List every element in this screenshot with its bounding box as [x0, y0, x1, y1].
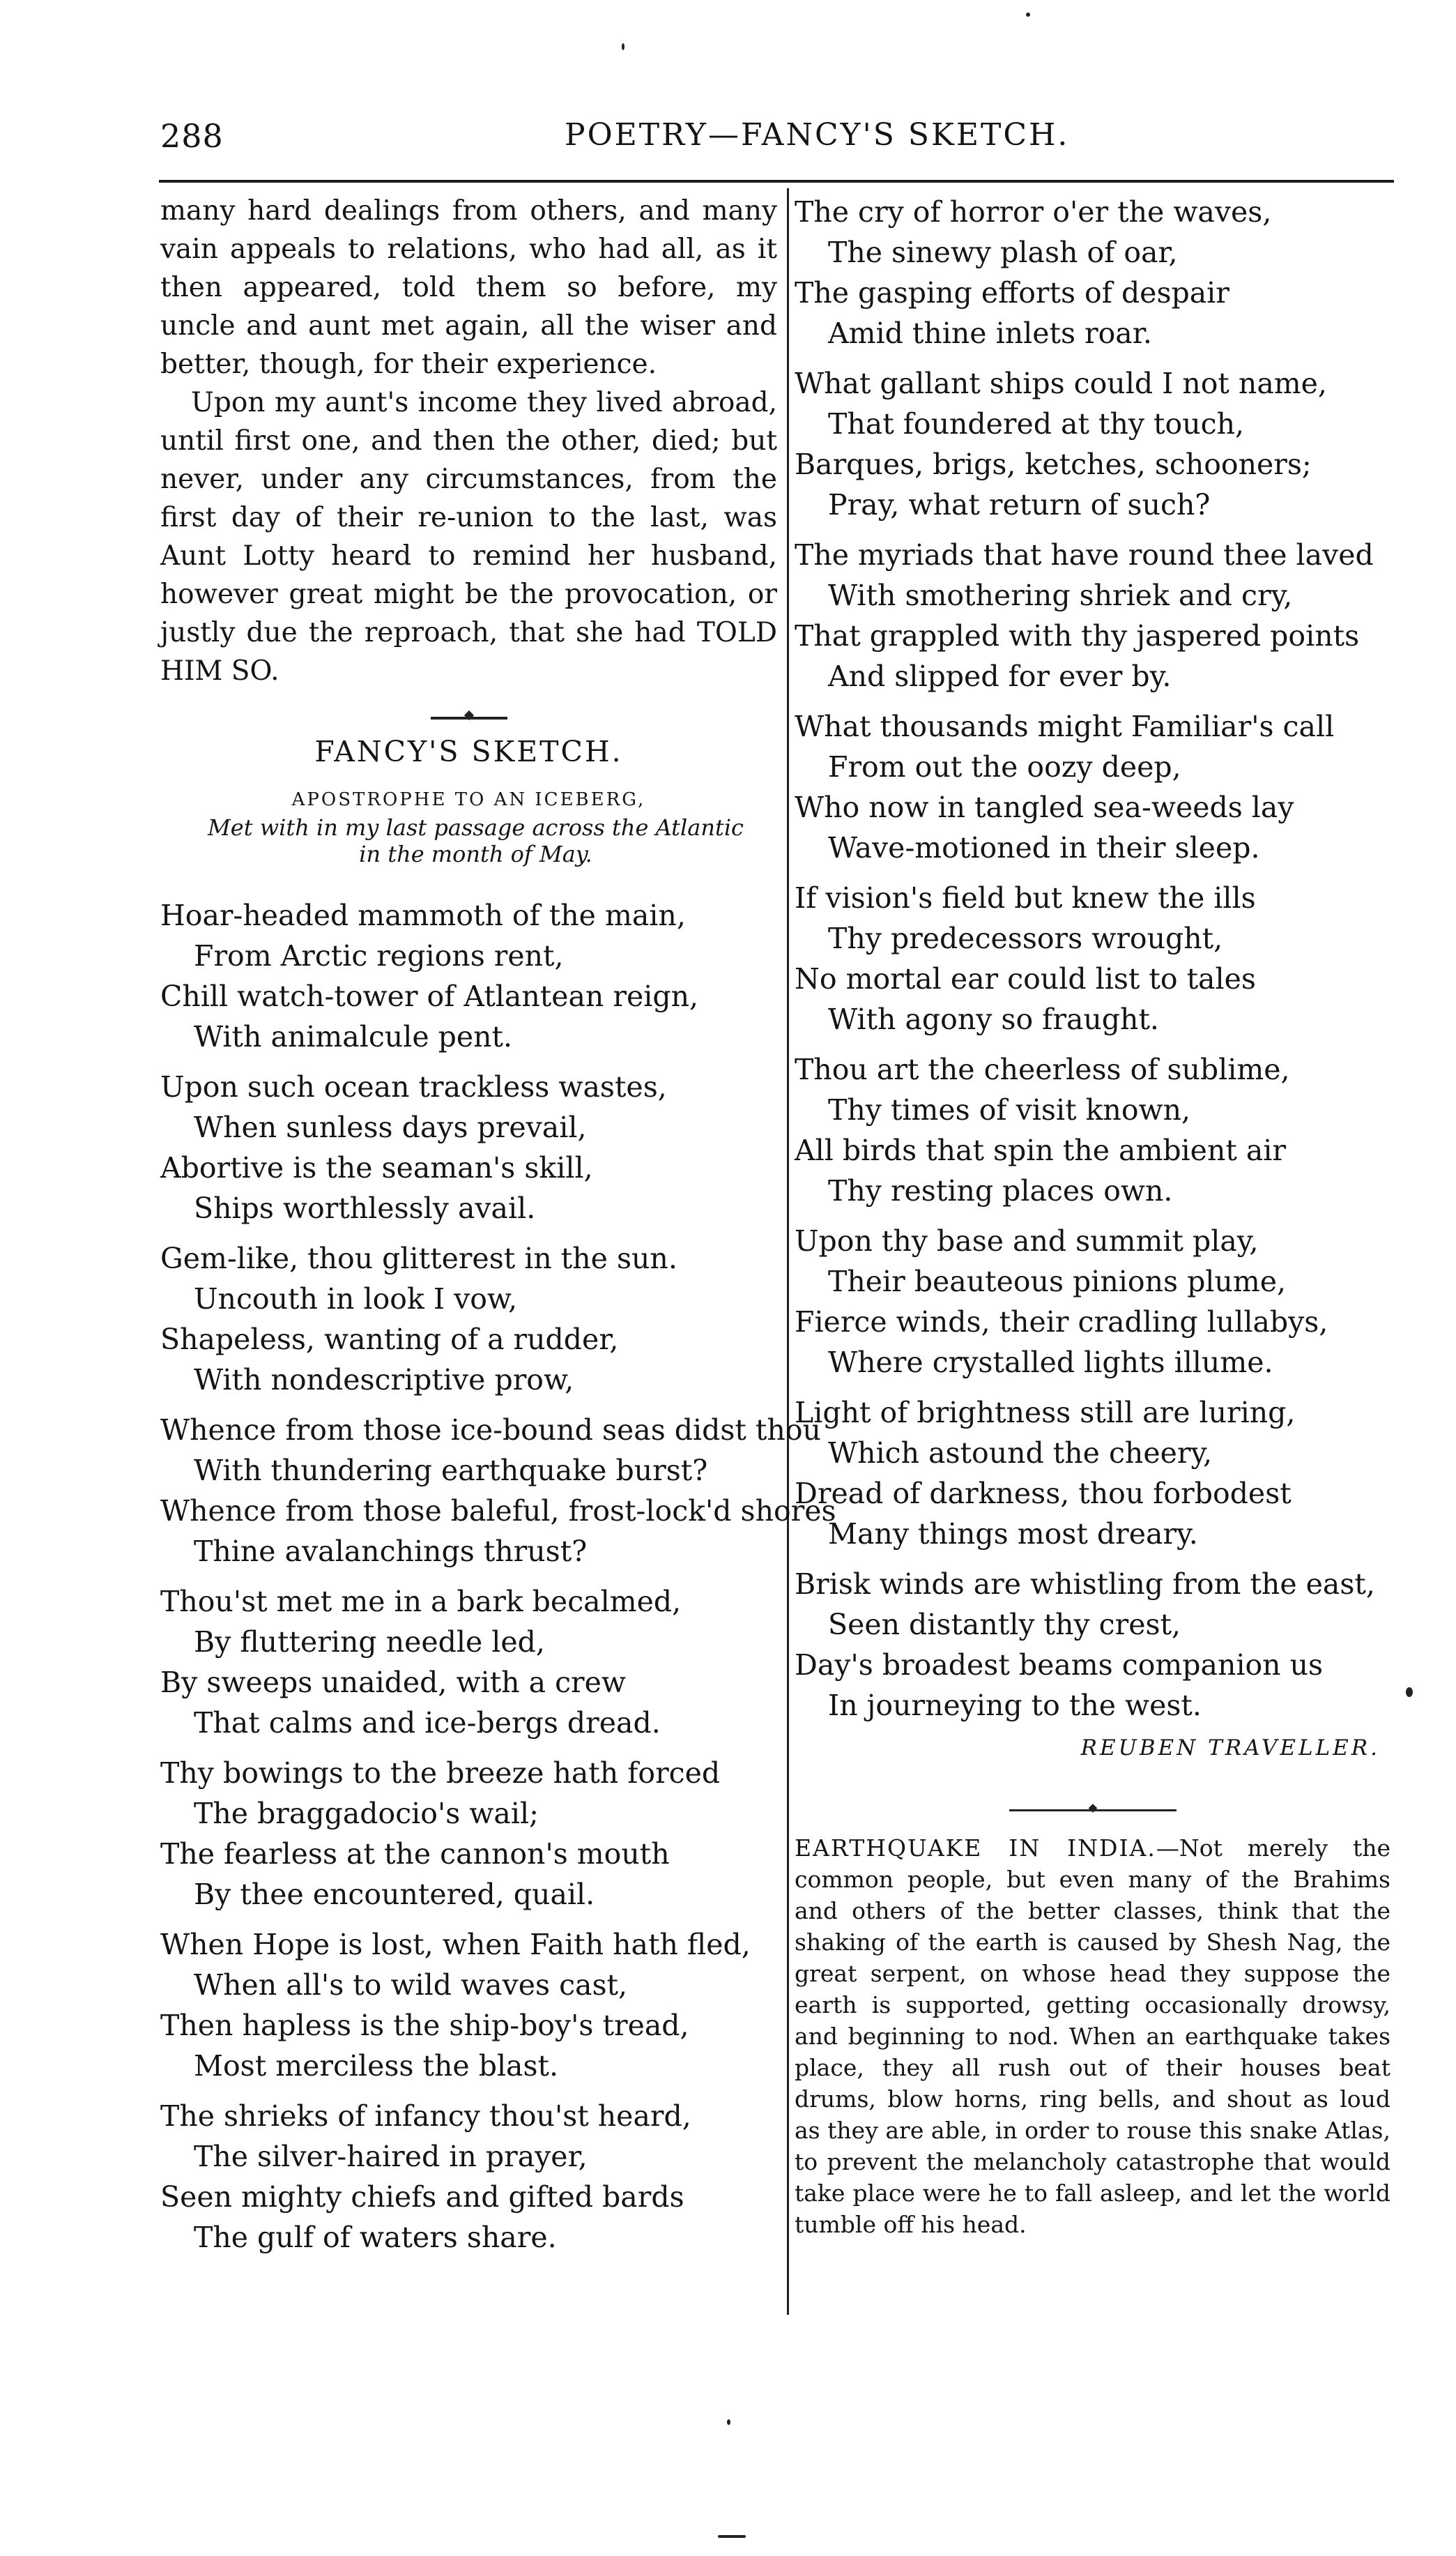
- poem-line: The gasping efforts of despair: [795, 276, 1229, 310]
- page-number: 288: [160, 117, 224, 155]
- poem-line: The gulf of waters share.: [194, 2221, 557, 2254]
- poem-stanza: [795, 535, 1390, 697]
- poem-line: Seen distantly thy crest,: [828, 1608, 1181, 1641]
- poem-line: Upon such ocean trackless wastes,: [160, 1070, 667, 1104]
- poem-line: That foundered at thy touch,: [828, 407, 1245, 441]
- scan-speck: [727, 2419, 730, 2425]
- poem-line: Day's broadest beams companion us: [795, 1648, 1324, 1682]
- poem-stanza: [795, 1564, 1390, 1726]
- scan-speck: [1026, 13, 1030, 17]
- poem-stanza: [795, 706, 1390, 868]
- poem-line: The sinewy plash of oar,: [828, 236, 1178, 269]
- poem-line: The shrieks of infancy thou'st heard,: [160, 2099, 691, 2133]
- poem-line: Shapeless, wanting of a rudder,: [160, 1323, 619, 1356]
- poem-stanzas-right: [795, 192, 1390, 1726]
- poem-line: What gallant ships could I not name,: [795, 367, 1327, 400]
- poem-line: Seen mighty chiefs and gifted bards: [160, 2180, 684, 2214]
- header-rule: [159, 180, 1394, 183]
- poem-stanza: [795, 363, 1390, 525]
- poem-line: The silver-haired in prayer,: [194, 2140, 588, 2173]
- note-lead: EARTHQUAKE IN INDIA.: [795, 1834, 1156, 1862]
- poem-line: What thousands might Familiar's call: [795, 710, 1335, 743]
- poem-line: Thy bowings to the breeze hath forced: [160, 1756, 721, 1790]
- poem-line: Barques, brigs, ketches, schooners;: [795, 448, 1312, 481]
- note-body: —Not merely the common people, but even many of the Brahims and others of the better classes, think that the shaking of the earth is caused by Shesh Nag, the great serpent, on whose head they suppose the earth is supported, getting occasionally drowsy, and beginning to nod. When an earthquake takes place, they all rush out of their houses beat drums, blow horns, ring bells, and shout as loud as they are able, in order to rouse this snake Atlas, to prevent the melancholy catastrophe that would take place were he to fall asleep, and let the world tumble off his head.: [795, 1834, 1390, 2238]
- poem-line: Most merciless the blast.: [194, 2049, 559, 2083]
- poem-line: Hoar-headed mammoth of the main,: [160, 899, 686, 932]
- poem-line: When sunless days prevail,: [194, 1111, 587, 1144]
- poem-line: Gem-like, thou glitterest in the sun.: [160, 1242, 677, 1275]
- scan-speck: [718, 2535, 746, 2538]
- poem-line: Thy times of visit known,: [828, 1093, 1191, 1127]
- poem-line: The cry of horror o'er the waves,: [795, 195, 1272, 229]
- poem-line: All birds that spin the ambient air: [795, 1134, 1287, 1167]
- ornamental-rule: [431, 717, 507, 720]
- poem-line: Wave-motioned in their sleep.: [828, 831, 1260, 865]
- poem-line: Which astound the cheery,: [828, 1436, 1213, 1470]
- poem-stanza: [795, 192, 1390, 353]
- poem-dedication: Met with in my last passage across the Atlantic in the month of May.: [208, 814, 744, 867]
- poem-line: Fierce winds, their cradling lullabys,: [795, 1305, 1328, 1339]
- poem-stanza: [160, 1067, 777, 1228]
- poem-line: With smothering shriek and cry,: [828, 579, 1293, 612]
- poem-stanza: [795, 1049, 1390, 1211]
- poem-line: Many things most dreary.: [828, 1517, 1198, 1551]
- poem-line: Thine avalanchings thrust?: [194, 1535, 588, 1568]
- poem-line: By thee encountered, quail.: [194, 1878, 595, 1911]
- poem-stanza: [160, 1581, 777, 1743]
- running-head: POETRY—FANCY'S SKETCH.: [565, 117, 1070, 153]
- poem-line: The myriads that have round thee laved: [795, 538, 1374, 572]
- poem-stanza: [795, 1392, 1390, 1554]
- left-column: [160, 192, 836, 2267]
- scan-speck: [1406, 1687, 1413, 1697]
- poem-line: Whence from those baleful, frost-lock'd shores: [160, 1494, 836, 1528]
- poem-line: Then hapless is the ship-boy's tread,: [160, 2009, 689, 2042]
- poem-line: In journeying to the west.: [828, 1689, 1202, 1722]
- poem-line: With agony so fraught.: [828, 1003, 1159, 1036]
- poem-line: And slipped for ever by.: [828, 660, 1172, 693]
- poem-line: Dread of darkness, thou forbodest: [795, 1477, 1292, 1510]
- poem-line: Thou art the cheerless of sublime,: [795, 1053, 1290, 1086]
- poem-line: Who now in tangled sea-weeds lay: [795, 791, 1294, 824]
- poem-line: Thy resting places own.: [828, 1174, 1173, 1208]
- poem-line: That calms and ice-bergs dread.: [194, 1706, 661, 1740]
- poem-line: Uncouth in look I vow,: [194, 1282, 518, 1316]
- poem-line: When Hope is lost, when Faith hath fled,: [160, 1928, 751, 1961]
- poem-line: Pray, what return of such?: [828, 488, 1211, 522]
- poem-stanza: [160, 1410, 836, 1572]
- poem-stanza: [160, 895, 777, 1057]
- story-ending: [160, 192, 777, 690]
- poem-line: Upon thy base and summit play,: [795, 1224, 1259, 1258]
- column-divider: [787, 188, 789, 2315]
- poem-line: That grappled with thy jaspered points: [795, 619, 1360, 653]
- poem-line: With nondescriptive prow,: [194, 1363, 574, 1397]
- poem-line: Light of brightness still are luring,: [795, 1396, 1296, 1429]
- poem-stanzas-left: [160, 895, 836, 2258]
- scan-speck: [622, 43, 624, 50]
- poem-stanza: [160, 1924, 777, 2086]
- poem-title: FANCY'S SKETCH.: [314, 735, 623, 768]
- poem-line: From Arctic regions rent,: [194, 939, 564, 973]
- poem-line: The braggadocio's wail;: [194, 1797, 539, 1830]
- poem-subheading: APOSTROPHE TO AN ICEBERG,: [291, 789, 646, 810]
- poem-stanza: [795, 1221, 1390, 1383]
- poem-line: Ships worthlessly avail.: [194, 1192, 536, 1225]
- poem-line: When all's to wild waves cast,: [194, 1968, 628, 2002]
- ornamental-rule: [1009, 1809, 1177, 1811]
- right-column: [795, 192, 1390, 2240]
- poem-line: Amid thine inlets roar.: [828, 317, 1152, 350]
- poem-stanza: [160, 1238, 777, 1400]
- page-header: [160, 117, 1387, 166]
- poem-line: By fluttering needle led,: [194, 1625, 545, 1659]
- poem-line: Whence from those ice-bound seas didst thou: [160, 1413, 821, 1447]
- poem-line: With thundering earthquake burst?: [194, 1454, 708, 1487]
- poem-line: If vision's field but knew the ills: [795, 881, 1256, 915]
- poem-line: The fearless at the cannon's mouth: [160, 1837, 670, 1871]
- poem-line: Brisk winds are whistling from the east,: [795, 1567, 1375, 1601]
- poem-line: From out the oozy deep,: [828, 750, 1181, 784]
- poem-line: Abortive is the seaman's skill,: [160, 1151, 593, 1185]
- poem-stanza: [160, 1753, 777, 1915]
- poem-line: Chill watch-tower of Atlantean reign,: [160, 980, 699, 1013]
- prose-paragraph: Upon my aunt's income they lived abroad, until first one, and then the other, died; but never, under any circumstances, from the first day of their re-union to the last, was Aunt Lotty heard to remind her husband, however great might be the provocation, or justly due the reproach, that she had TOLD HIM SO.: [160, 387, 777, 687]
- poem-line: Thou'st met me in a bark becalmed,: [160, 1585, 682, 1618]
- poem-line: Where crystalled lights illume.: [828, 1346, 1273, 1379]
- earthquake-note: [795, 1832, 1390, 2240]
- poem-line: No mortal ear could list to tales: [795, 962, 1256, 996]
- poem-line: Their beauteous pinions plume,: [828, 1265, 1287, 1298]
- poem-stanza: [160, 2096, 777, 2258]
- prose-paragraph: many hard dealings from others, and many vain appeals to relations, who had all, as it then appeared, told them so before, my uncle and aunt met again, all the wiser and better, though, for their experience.: [160, 195, 777, 380]
- poem-signature: REUBEN TRAVELLER.: [1080, 1735, 1380, 1760]
- poem-stanza: [795, 878, 1390, 1040]
- poem-line: With animalcule pent.: [194, 1020, 513, 1053]
- poem-line: By sweeps unaided, with a crew: [160, 1666, 627, 1699]
- poem-line: Thy predecessors wrought,: [828, 922, 1223, 955]
